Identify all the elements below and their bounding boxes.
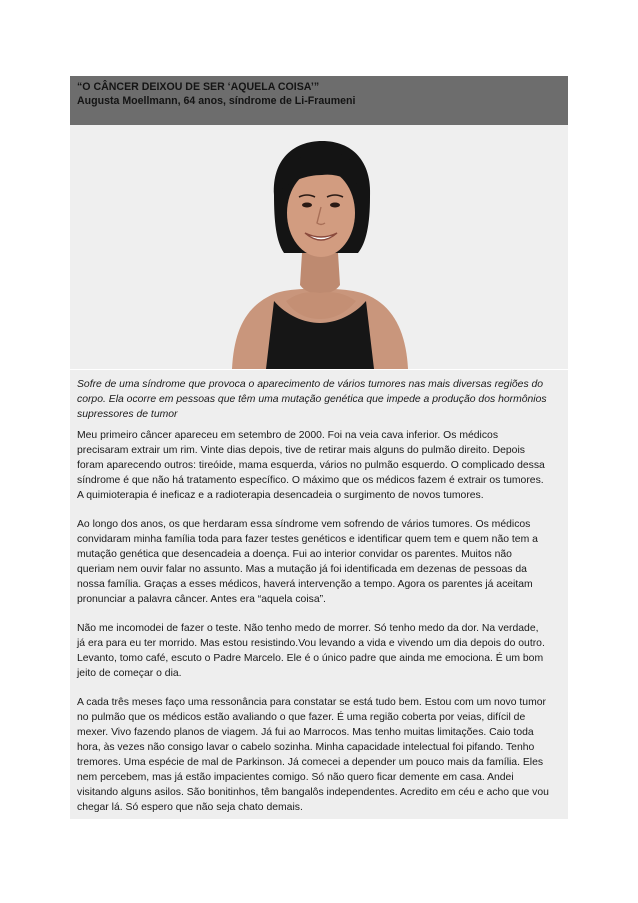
paragraph-1	[77, 428, 562, 503]
lead-line: supressores de tumor	[77, 409, 178, 420]
photo-panel	[70, 125, 568, 370]
text-line: foram aparecendo outros: tireóide, mama esquerda, vários no pulmão esquerdo. O complicado dessa	[77, 460, 545, 471]
text-line: precisaram extrair um rim. Vinte dias depois, tive de retirar mais alguns do pulmão direito. Depois	[77, 445, 525, 456]
lead-line: Sofre de uma síndrome que provoca o aparecimento de vários tumores nas mais diversas regiões do	[77, 379, 544, 390]
text-line: pronunciar a palavra câncer. Antes era “aquela coisa”.	[77, 594, 326, 605]
article-body	[70, 370, 568, 819]
text-line: nem percebem, mas já estão impacientes comigo. Só não quero ficar demente em casa. Andei	[77, 772, 514, 783]
portrait-photo	[174, 125, 464, 369]
text-line: chegar lá. Só espero que não seja chato demais.	[77, 802, 303, 813]
text-line: Meu primeiro câncer apareceu em setembro de 2000. Foi na veia cava inferior. Os médicos	[77, 430, 499, 441]
text-line: Ao longo dos anos, os que herdaram essa síndrome vem sofrendo de vários tumores. Os médicos	[77, 519, 531, 530]
text-line: jeito de começar o dia.	[77, 668, 182, 679]
text-line: no pulmão que os médicos estão avaliando o que fazer. É uma região coberta por veias, difícil de	[77, 712, 526, 723]
text-line: A quimioterapia é ineficaz e a radioterapia desencadeia o surgimento de novos tumores.	[77, 490, 484, 501]
text-line: mexer. Vivo fazendo planos de viagem. Já fui ao Marrocos. Mas tenho muitas limitações. Caio toda	[77, 727, 534, 738]
paragraph-2	[77, 517, 562, 607]
lead-line: corpo. Ela ocorre em pessoas que têm uma mutação genética que impede a produção dos hormônios	[77, 394, 547, 405]
text-line: Não me incomodei de fazer o teste. Não tenho medo de morrer. Só tenho medo da dor. Na verdade,	[77, 623, 539, 634]
article	[70, 76, 568, 819]
text-line: visitando alguns asilos. São bonitinhos, têm bangalôs independentes. Acredito em céu e acho que vou	[77, 787, 549, 798]
text-line: queriam nem ouvir falar no assunto. Mas a mutação já foi identificada em dezenas de pessoas da	[77, 564, 527, 575]
article-header	[70, 76, 568, 125]
paragraph-4	[77, 695, 562, 815]
text-line: A cada três meses faço uma ressonância para constatar se está tudo bem. Estou com um novo tumor	[77, 697, 546, 708]
paragraph-3	[77, 621, 562, 681]
text-line: mutação genética que desencadeia a doença. Fui ao interior convidar os parentes. Muitos não	[77, 549, 512, 560]
text-line: síndrome é que não há tratamento específico. O máximo que os médicos fazem é extrair os tumores.	[77, 475, 544, 486]
text-line: Levanto, tomo café, escuto o Padre Marcelo. Ele é o único padre que ainda me emociona. É um bom	[77, 653, 544, 664]
text-line: tremores. Uma espécie de mal de Parkinson. Já comecei a depender um pouco mais da família. Eles	[77, 757, 544, 768]
text-line: nossa família. Graças a esses médicos, haverá intervenção a tempo. Agora os parentes já aceitam	[77, 579, 533, 590]
article-subtitle: Augusta Moellmann, 64 anos, síndrome de Li-Fraumeni	[77, 95, 356, 107]
text-line: convidaram minha família toda para fazer testes genéticos e identificar quem tem e quem não tem a	[77, 534, 538, 545]
text-line: hora, às vezes não consigo lavar o cabelo sozinha. Minha capacidade intelectual foi pifando. Tenho	[77, 742, 535, 753]
article-lead	[77, 377, 562, 422]
article-title: “O CÂNCER DEIXOU DE SER ‘AQUELA COISA’”	[77, 81, 320, 93]
text-line: já era para eu ter morrido. Mas estou resistindo.Vou levando a vida e vivendo um dia depois do outro.	[77, 638, 545, 649]
